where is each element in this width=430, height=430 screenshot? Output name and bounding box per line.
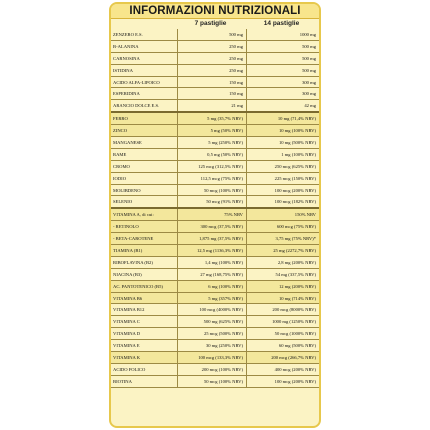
- nutrient-name: FERRO: [111, 112, 178, 124]
- value-7-tablets: 300 mcg (37,5% NRV): [178, 221, 247, 233]
- value-14-tablets: 50 mcg (1000% NRV): [247, 328, 320, 340]
- nutrient-name: ZENZERO E.S.: [111, 29, 178, 40]
- value-7-tablets: 5 mg (357% NRV): [178, 292, 247, 304]
- nutrition-table: [111, 29, 319, 388]
- table-row: [111, 363, 319, 375]
- panel-title: INFORMAZIONI NUTRIZIONALI: [111, 4, 319, 19]
- nutrient-name: ACIDO FOLICO: [111, 363, 178, 375]
- value-7-tablets: 1,875 mg (37,5% NRV): [178, 233, 247, 245]
- value-7-tablets: 125 mcg (312,5% NRV): [178, 160, 247, 172]
- value-7-tablets: 75% NRV: [178, 208, 247, 220]
- nutrient-name: TIAMINA (B1): [111, 245, 178, 257]
- table-row: [111, 172, 319, 184]
- nutrient-name: VITAMINA B12: [111, 304, 178, 316]
- value-14-tablets: 225 mcg (150% NRV): [247, 172, 320, 184]
- value-7-tablets: 500 mg (625% NRV): [178, 316, 247, 328]
- value-14-tablets: 10 mg (100% NRV): [247, 125, 320, 137]
- value-14-tablets: 200 mcg (8000% NRV): [247, 304, 320, 316]
- value-14-tablets: 100 mcg (200% NRV): [247, 184, 320, 196]
- table-row: [111, 29, 319, 40]
- table-row: [111, 375, 319, 387]
- table-row: [111, 352, 319, 364]
- nutrient-name: MANGANESE: [111, 137, 178, 149]
- value-7-tablets: 12,5 mg (1136,3% NRV): [178, 245, 247, 257]
- table-row: [111, 112, 319, 124]
- value-7-tablets: 50 mcg (100% NRV): [178, 375, 247, 387]
- value-14-tablets: 600 mcg (75% NRV): [247, 221, 320, 233]
- value-7-tablets: 150 mg: [178, 76, 247, 88]
- table-row: [111, 268, 319, 280]
- nutrient-name: - BETA-CAROTENE: [111, 233, 178, 245]
- value-7-tablets: 112,5 mcg (75% NRV): [178, 172, 247, 184]
- table-row: [111, 221, 319, 233]
- value-14-tablets: 100 mcg (182% NRV): [247, 196, 320, 208]
- value-14-tablets: 1000 mg (1250% NRV): [247, 316, 320, 328]
- value-14-tablets: 150% NRV: [247, 208, 320, 220]
- value-7-tablets: 5 mg (250% NRV): [178, 137, 247, 149]
- table-row: [111, 245, 319, 257]
- table-row: [111, 304, 319, 316]
- value-14-tablets: 25 mg (2272,7% NRV): [247, 245, 320, 257]
- value-14-tablets: 300 mg: [247, 88, 320, 100]
- nutrient-name: VITAMINA C: [111, 316, 178, 328]
- table-row: [111, 280, 319, 292]
- value-14-tablets: 500 mg: [247, 64, 320, 76]
- table-row: [111, 340, 319, 352]
- table-row: [111, 100, 319, 112]
- value-7-tablets: 50 mcg (100% NRV): [178, 184, 247, 196]
- value-14-tablets: 54 mg (337,5% NRV): [247, 268, 320, 280]
- nutrient-name: B-ALANINA: [111, 40, 178, 52]
- value-7-tablets: 100 mcg (4000% NRV): [178, 304, 247, 316]
- value-14-tablets: 3,75 mg (75% NRV)*: [247, 233, 320, 245]
- table-row: [111, 88, 319, 100]
- nutrient-name: NIACINA (B3): [111, 268, 178, 280]
- table-row: [111, 316, 319, 328]
- table-row: [111, 76, 319, 88]
- value-14-tablets: 10 mg (714% NRV): [247, 292, 320, 304]
- table-row: [111, 125, 319, 137]
- value-14-tablets: 250 mcg (625% NRV): [247, 160, 320, 172]
- nutrient-name: ESPERIDINA: [111, 88, 178, 100]
- value-14-tablets: 10 mg (71,4% NRV): [247, 112, 320, 124]
- column-header-7: 7 pastiglie: [194, 20, 227, 27]
- nutrient-name: - RETINOLO: [111, 221, 178, 233]
- nutrient-name: CROMO: [111, 160, 178, 172]
- value-7-tablets: 150 mg: [178, 88, 247, 100]
- column-header-row: [111, 19, 319, 29]
- nutrient-name: VITAMINA A, di cui:: [111, 208, 178, 220]
- nutrient-name: BIOTINA: [111, 375, 178, 387]
- table-row: [111, 256, 319, 268]
- table-row: [111, 40, 319, 52]
- value-7-tablets: 27 mg (168,75% NRV): [178, 268, 247, 280]
- value-14-tablets: 300 mg: [247, 76, 320, 88]
- value-7-tablets: 200 mcg (100% NRV): [178, 363, 247, 375]
- value-7-tablets: 21 mg: [178, 100, 247, 112]
- nutrient-name: VITAMINA K: [111, 352, 178, 364]
- value-14-tablets: 500 mg: [247, 52, 320, 64]
- value-14-tablets: 2,8 mg (200% NRV): [247, 256, 320, 268]
- nutrient-name: ISTIDINA: [111, 64, 178, 76]
- value-7-tablets: 50 mcg (91% NRV): [178, 196, 247, 208]
- value-7-tablets: 0,5 mg (50% NRV): [178, 148, 247, 160]
- table-row: [111, 52, 319, 64]
- nutrient-name: CARNOSINA: [111, 52, 178, 64]
- nutrient-name: IODIO: [111, 172, 178, 184]
- value-14-tablets: 42 mg: [247, 100, 320, 112]
- table-row: [111, 208, 319, 220]
- value-7-tablets: 250 mg: [178, 64, 247, 76]
- value-7-tablets: 25 mcg (500% NRV): [178, 328, 247, 340]
- nutrient-name: ACIDO ALFA-LIPOICO: [111, 76, 178, 88]
- value-14-tablets: 400 mcg (200% NRV): [247, 363, 320, 375]
- value-14-tablets: 60 mg (500% NRV): [247, 340, 320, 352]
- value-7-tablets: 5 mg (50% NRV): [178, 125, 247, 137]
- value-7-tablets: 5 mg (35,7% NRV): [178, 112, 247, 124]
- nutrient-name: SELENIO: [111, 196, 178, 208]
- nutrient-name: MOLIBDENO: [111, 184, 178, 196]
- value-14-tablets: 500 mg: [247, 40, 320, 52]
- nutrient-name: RIBOFLAVINA (B2): [111, 256, 178, 268]
- value-7-tablets: 30 mg (250% NRV): [178, 340, 247, 352]
- table-row: [111, 64, 319, 76]
- value-14-tablets: 1000 mg: [247, 29, 320, 40]
- table-row: [111, 184, 319, 196]
- nutrition-panel: [109, 2, 321, 428]
- table-row: [111, 196, 319, 208]
- table-row: [111, 233, 319, 245]
- value-7-tablets: 6 mg (100% NRV): [178, 280, 247, 292]
- value-7-tablets: 100 mcg (133,3% NRV): [178, 352, 247, 364]
- value-14-tablets: 100 mcg (200% NRV): [247, 375, 320, 387]
- nutrient-name: RAME: [111, 148, 178, 160]
- nutrient-name: VITAMINA E: [111, 340, 178, 352]
- column-header-14: 14 pastiglie: [263, 20, 300, 27]
- table-row: [111, 292, 319, 304]
- value-7-tablets: 250 mg: [178, 52, 247, 64]
- table-row: [111, 328, 319, 340]
- nutrient-name: VITAMINA B6: [111, 292, 178, 304]
- value-7-tablets: 250 mg: [178, 40, 247, 52]
- value-14-tablets: 12 mg (200% NRV): [247, 280, 320, 292]
- value-14-tablets: 10 mg (500% NRV): [247, 137, 320, 149]
- value-14-tablets: 200 mcg (266,7% NRV): [247, 352, 320, 364]
- value-7-tablets: 500 mg: [178, 29, 247, 40]
- nutrient-name: AC. PANTOTENICO (B5): [111, 280, 178, 292]
- table-row: [111, 137, 319, 149]
- table-row: [111, 160, 319, 172]
- nutrient-name: ZINCO: [111, 125, 178, 137]
- nutrient-name: VITAMINA D: [111, 328, 178, 340]
- value-14-tablets: 1 mg (100% NRV): [247, 148, 320, 160]
- column-header-name: [111, 19, 177, 29]
- table-row: [111, 148, 319, 160]
- value-7-tablets: 1,4 mg (100% NRV): [178, 256, 247, 268]
- nutrient-name: ARANCIO DOLCE E.S.: [111, 100, 178, 112]
